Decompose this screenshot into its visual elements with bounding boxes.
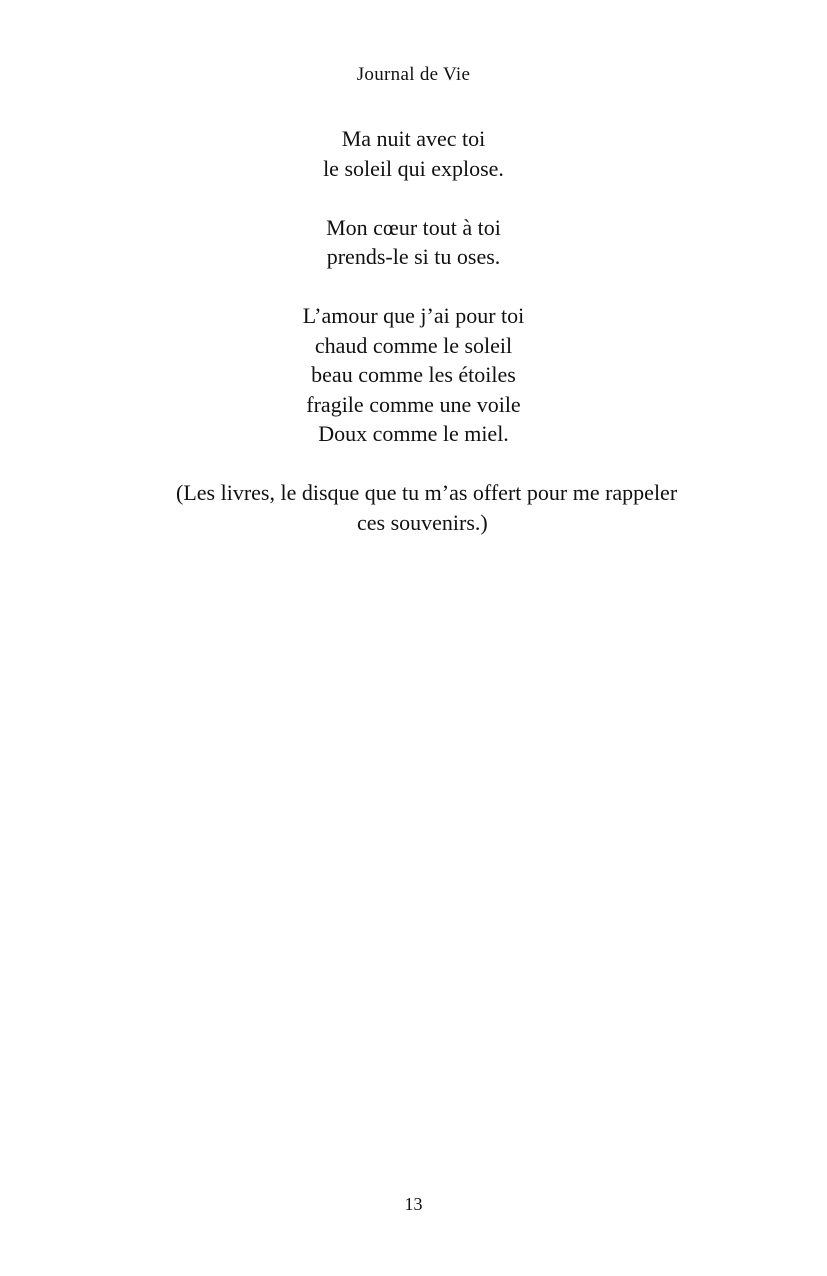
book-title: Journal de Vie: [356, 64, 471, 85]
page-number: 13: [404, 1194, 423, 1214]
stanza-3: [0, 301, 827, 449]
poem-line: le soleil qui explose.: [323, 155, 504, 181]
stanza-2: [0, 213, 827, 272]
poem-line: beau comme les étoiles: [311, 362, 516, 387]
poem-line: L’amour que j’ai pour toi: [302, 303, 525, 328]
poem-line: chaud comme le soleil: [314, 332, 513, 358]
poem-line: Mon cœur tout à toi: [326, 214, 501, 240]
poem-line: fragile comme une voile: [306, 391, 521, 417]
poem-line: Ma nuit avec toi: [341, 126, 486, 151]
closing-note-line-1: (Les livres, le disque que tu m’as offert pour me rappeler: [176, 480, 678, 505]
poem-line: prends-le si tu oses.: [326, 244, 501, 269]
running-header: [0, 64, 827, 86]
stanza-1: [0, 124, 827, 183]
closing-note: [176, 478, 736, 537]
poem: [0, 124, 827, 478]
poem-line: Doux comme le miel.: [318, 421, 509, 446]
closing-note-line-2: ces souvenirs.): [357, 509, 488, 535]
